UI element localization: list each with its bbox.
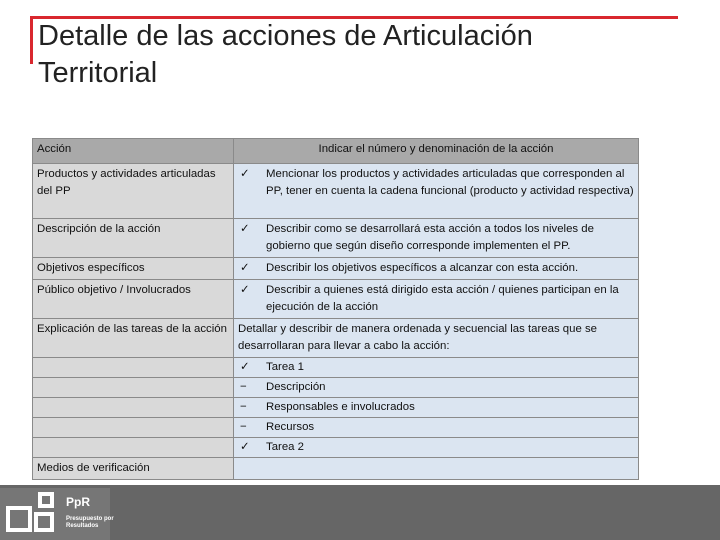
row-content [234,164,639,219]
ppr-logo-icon [6,492,62,534]
row-label: Descripción de la acción [33,219,234,258]
row-text: Describir como se desarrollará esta acción a todos los niveles de gobierno que según diseño corresponde implementen el PP. [266,223,594,252]
task-item-text: Tarea 1 [266,361,304,373]
dash-icon: − [240,421,247,433]
row-content [234,258,639,280]
verification-value [234,458,639,480]
dash-icon: − [240,401,247,413]
row-content [234,219,639,258]
task-item [234,398,639,418]
task-item-row [33,358,639,378]
table-row [33,458,639,480]
check-icon: ✓ [240,361,250,373]
row-text: Describir a quienes está dirigido esta acción / quienes participan en la ejecución de la acción [266,284,619,313]
task-item [234,358,639,378]
row-text: Mencionar los productos y actividades articuladas que corresponden al PP, tener en cuenta la cadena funcional (producto y actividad respectiva) [266,168,634,197]
table-row [33,280,639,319]
row-label: Objetivos específicos [33,258,234,280]
task-item-text: Recursos [266,421,315,433]
row-label: Productos y actividades articuladas del PP [33,164,234,219]
action-detail-table [32,138,639,480]
task-item [234,438,639,458]
task-item-row [33,438,639,458]
row-content [234,280,639,319]
tasks-intro: Detallar y describir de manera ordenada y secuencial las tareas que se desarrollaran para llevar a cabo la acción: [234,319,639,358]
row-label: Público objetivo / Involucrados [33,280,234,319]
task-item-row [33,398,639,418]
check-icon: ✓ [240,223,250,235]
blank-label-cell [33,418,234,438]
task-item-text: Responsables e involucrados [266,401,415,413]
task-item-row [33,418,639,438]
slide-title: Detalle de las acciones de Articulación Territorial [38,20,533,89]
dash-icon: − [240,381,247,393]
header-accion: Acción [33,139,234,164]
task-item [234,378,639,398]
task-item-text: Descripción [266,381,326,393]
row-text: Describir los objetivos específicos a alcanzar con esta acción. [266,262,579,274]
check-icon: ✓ [240,168,250,180]
ppr-logo-name: PpR [66,495,90,509]
blank-label-cell [33,378,234,398]
row-label: Explicación de las tareas de la acción [33,319,234,358]
check-icon: ✓ [240,284,250,296]
header-instruction: Indicar el número y denominación de la acción [234,139,639,164]
table-row [33,164,639,219]
task-item-text: Tarea 2 [266,441,304,453]
table-header-row [33,139,639,164]
blank-label-cell [33,398,234,418]
ppr-logo-tagline: Presupuesto por Resultados [66,516,114,529]
table-row [33,219,639,258]
check-icon: ✓ [240,441,250,453]
task-item-row [33,378,639,398]
blank-label-cell [33,358,234,378]
check-icon: ✓ [240,262,250,274]
blank-label-cell [33,438,234,458]
table-row [33,258,639,280]
row-label: Medios de verificación [33,458,234,480]
task-item [234,418,639,438]
table-row [33,319,639,358]
